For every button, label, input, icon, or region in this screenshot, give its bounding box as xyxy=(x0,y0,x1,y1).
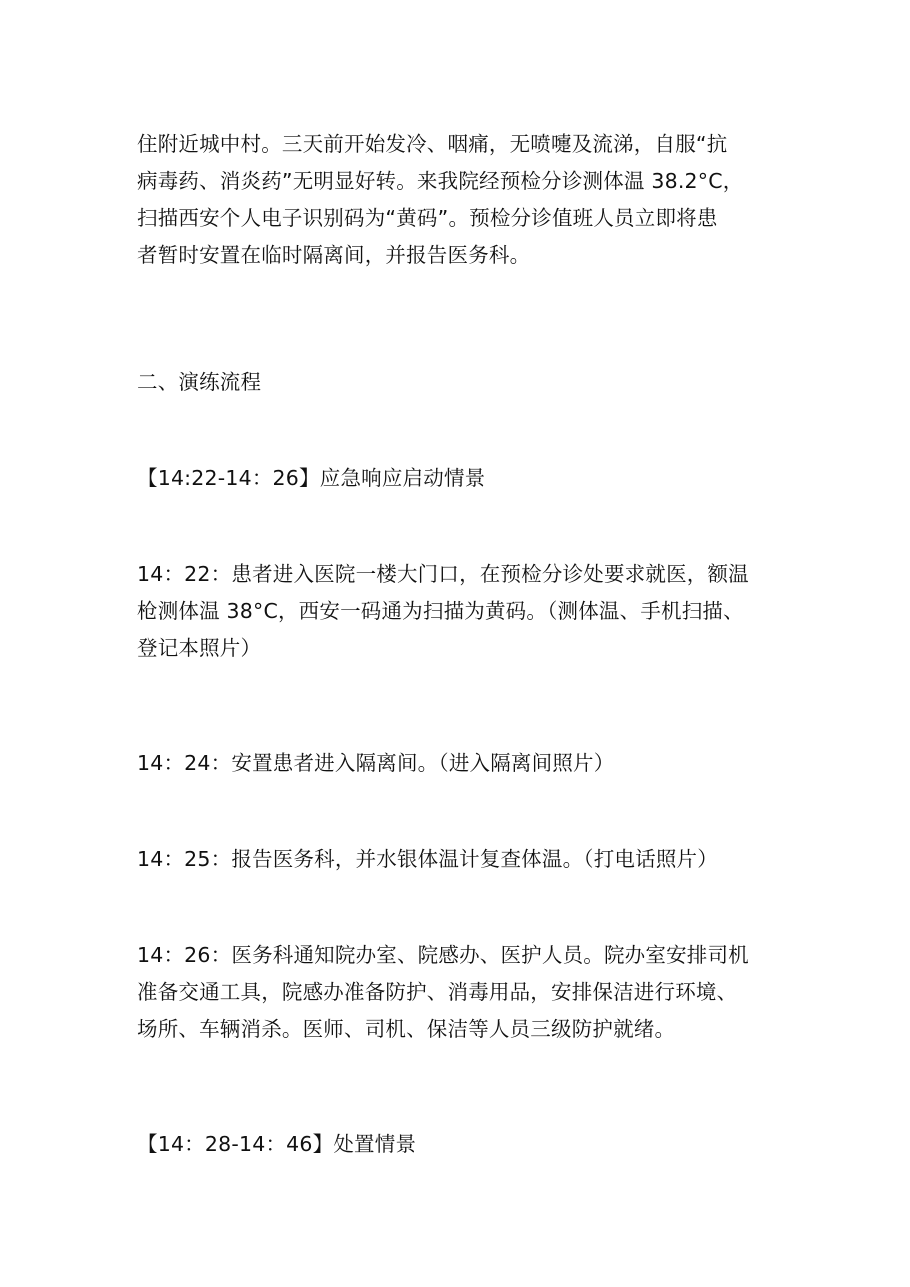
text-line: 者暂时安置在临时隔离间，并报告医务科。 xyxy=(137,243,531,267)
text-line: 扫描西安个人电子识别码为“黄码”。预检分诊值班人员立即将患 xyxy=(137,206,718,230)
stage-1-heading xyxy=(137,460,787,497)
timeline-entry-1422 xyxy=(137,556,787,667)
text-line: 病毒药、消炎药”无明显好转。来我院经预检分诊测体温 38.2°C， xyxy=(137,169,744,193)
text-line: 场所、车辆消杀。医师、司机、保洁等人员三级防护就绪。 xyxy=(137,1017,676,1041)
stage-2-heading xyxy=(137,1126,787,1163)
stage-heading-text: 【14：28-14：46】处置情景 xyxy=(137,1132,417,1156)
intro-paragraph xyxy=(137,126,787,274)
timeline-entry-1424 xyxy=(137,745,787,782)
stage-heading-text: 【14:22-14：26】应急响应启动情景 xyxy=(137,466,486,490)
timeline-entry-1426 xyxy=(137,937,787,1048)
text-line: 14：26：医务科通知院办室、院感办、医护人员。院办室安排司机 xyxy=(137,943,749,967)
text-line: 准备交通工具，院感办准备防护、消毒用品，安排保洁进行环境、 xyxy=(137,980,738,1004)
text-line: 14：22：患者进入医院一楼大门口，在预检分诊处要求就医，额温 xyxy=(137,562,749,586)
text-line: 登记本照片） xyxy=(137,636,262,660)
section-heading-text: 二、演练流程 xyxy=(137,370,262,394)
section-heading xyxy=(137,364,787,401)
text-line: 14：25：报告医务科，并水银体温计复查体温。（打电话照片） xyxy=(137,847,718,871)
timeline-entry-1425 xyxy=(137,841,787,878)
text-line: 住附近城中村。三天前开始发冷、咽痛，无喷嚏及流涕，自服“抗 xyxy=(137,132,728,156)
text-line: 枪测体温 38°C，西安一码通为扫描为黄码。（测体温、手机扫描、 xyxy=(137,599,744,623)
text-line: 14：24：安置患者进入隔离间。（进入隔离间照片） xyxy=(137,751,615,775)
